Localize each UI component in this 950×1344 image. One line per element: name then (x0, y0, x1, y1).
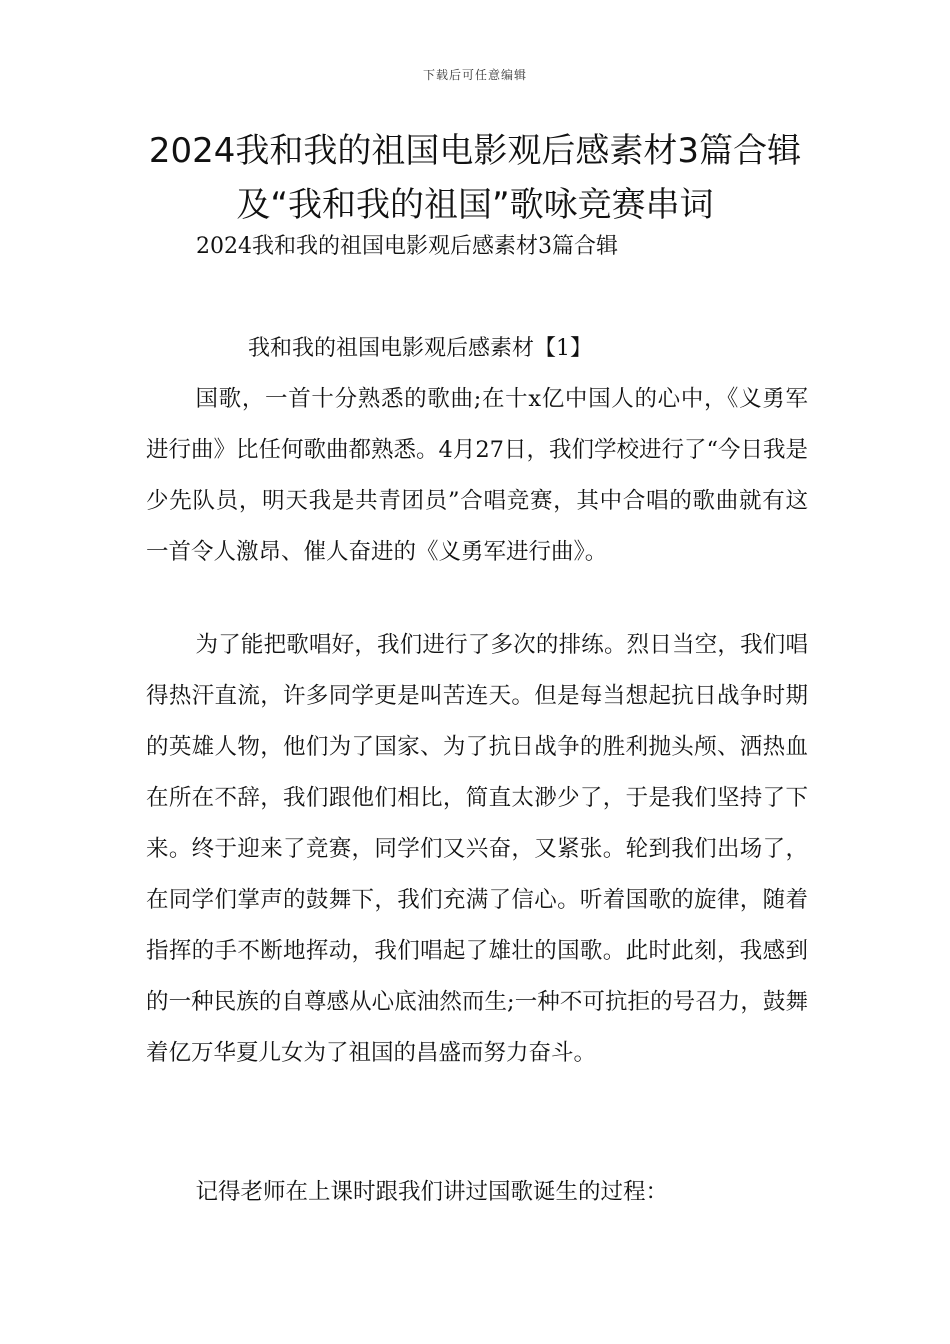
body-paragraph-block-3 (146, 1167, 808, 1218)
header-note: 下载后可任意编辑 (422, 68, 527, 82)
body-paragraph-block-2 (146, 620, 808, 1079)
body-paragraph: 国歌，一首十分熟悉的歌曲;在十x亿中国人的心中，《义勇军进行曲》比任何歌曲都熟悉。4月27日，我们学校进行了“今日我是少先队员，明天我是共青团员”合唱竞赛，其中合唱的歌曲就有这一首令人激昂、催人奋进的《义勇军进行曲》。 (146, 386, 808, 565)
body-paragraph: 记得老师在上课时跟我们讲过国歌诞生的过程： (195, 1179, 669, 1205)
section-heading: 我和我的祖国电影观后感素材【1】 (248, 336, 592, 361)
document-title: 2024我和我的祖国电影观后感素材3篇合辑及“我和我的祖国”歌咏竞赛串词 (148, 131, 802, 225)
document-subtitle: 2024我和我的祖国电影观后感素材3篇合辑 (196, 234, 618, 259)
body-paragraph: 为了能把歌唱好，我们进行了多次的排练。烈日当空，我们唱得热汗直流，许多同学更是叫苦连天。但是每当想起抗日战争时期的英雄人物，他们为了国家、为了抗日战争的胜利抛头颅、洒热血在所在不辞，我们跟他们相比，简直太渺少了，于是我们坚持了下来。终于迎来了竞赛，同学们又兴奋，又紧张。轮到我们出场了，在同学们掌声的鼓舞下，我们充满了信心。听着国歌的旋律，随着指挥的手不断地挥动，我们唱起了雄壮的国歌。此时此刻，我感到的一种民族的自尊感从心底油然而生;一种不可抗拒的号召力，鼓舞着亿万华夏儿女为了祖国的昌盛而努力奋斗。 (146, 632, 808, 1066)
body-paragraph-block-1 (146, 374, 808, 578)
